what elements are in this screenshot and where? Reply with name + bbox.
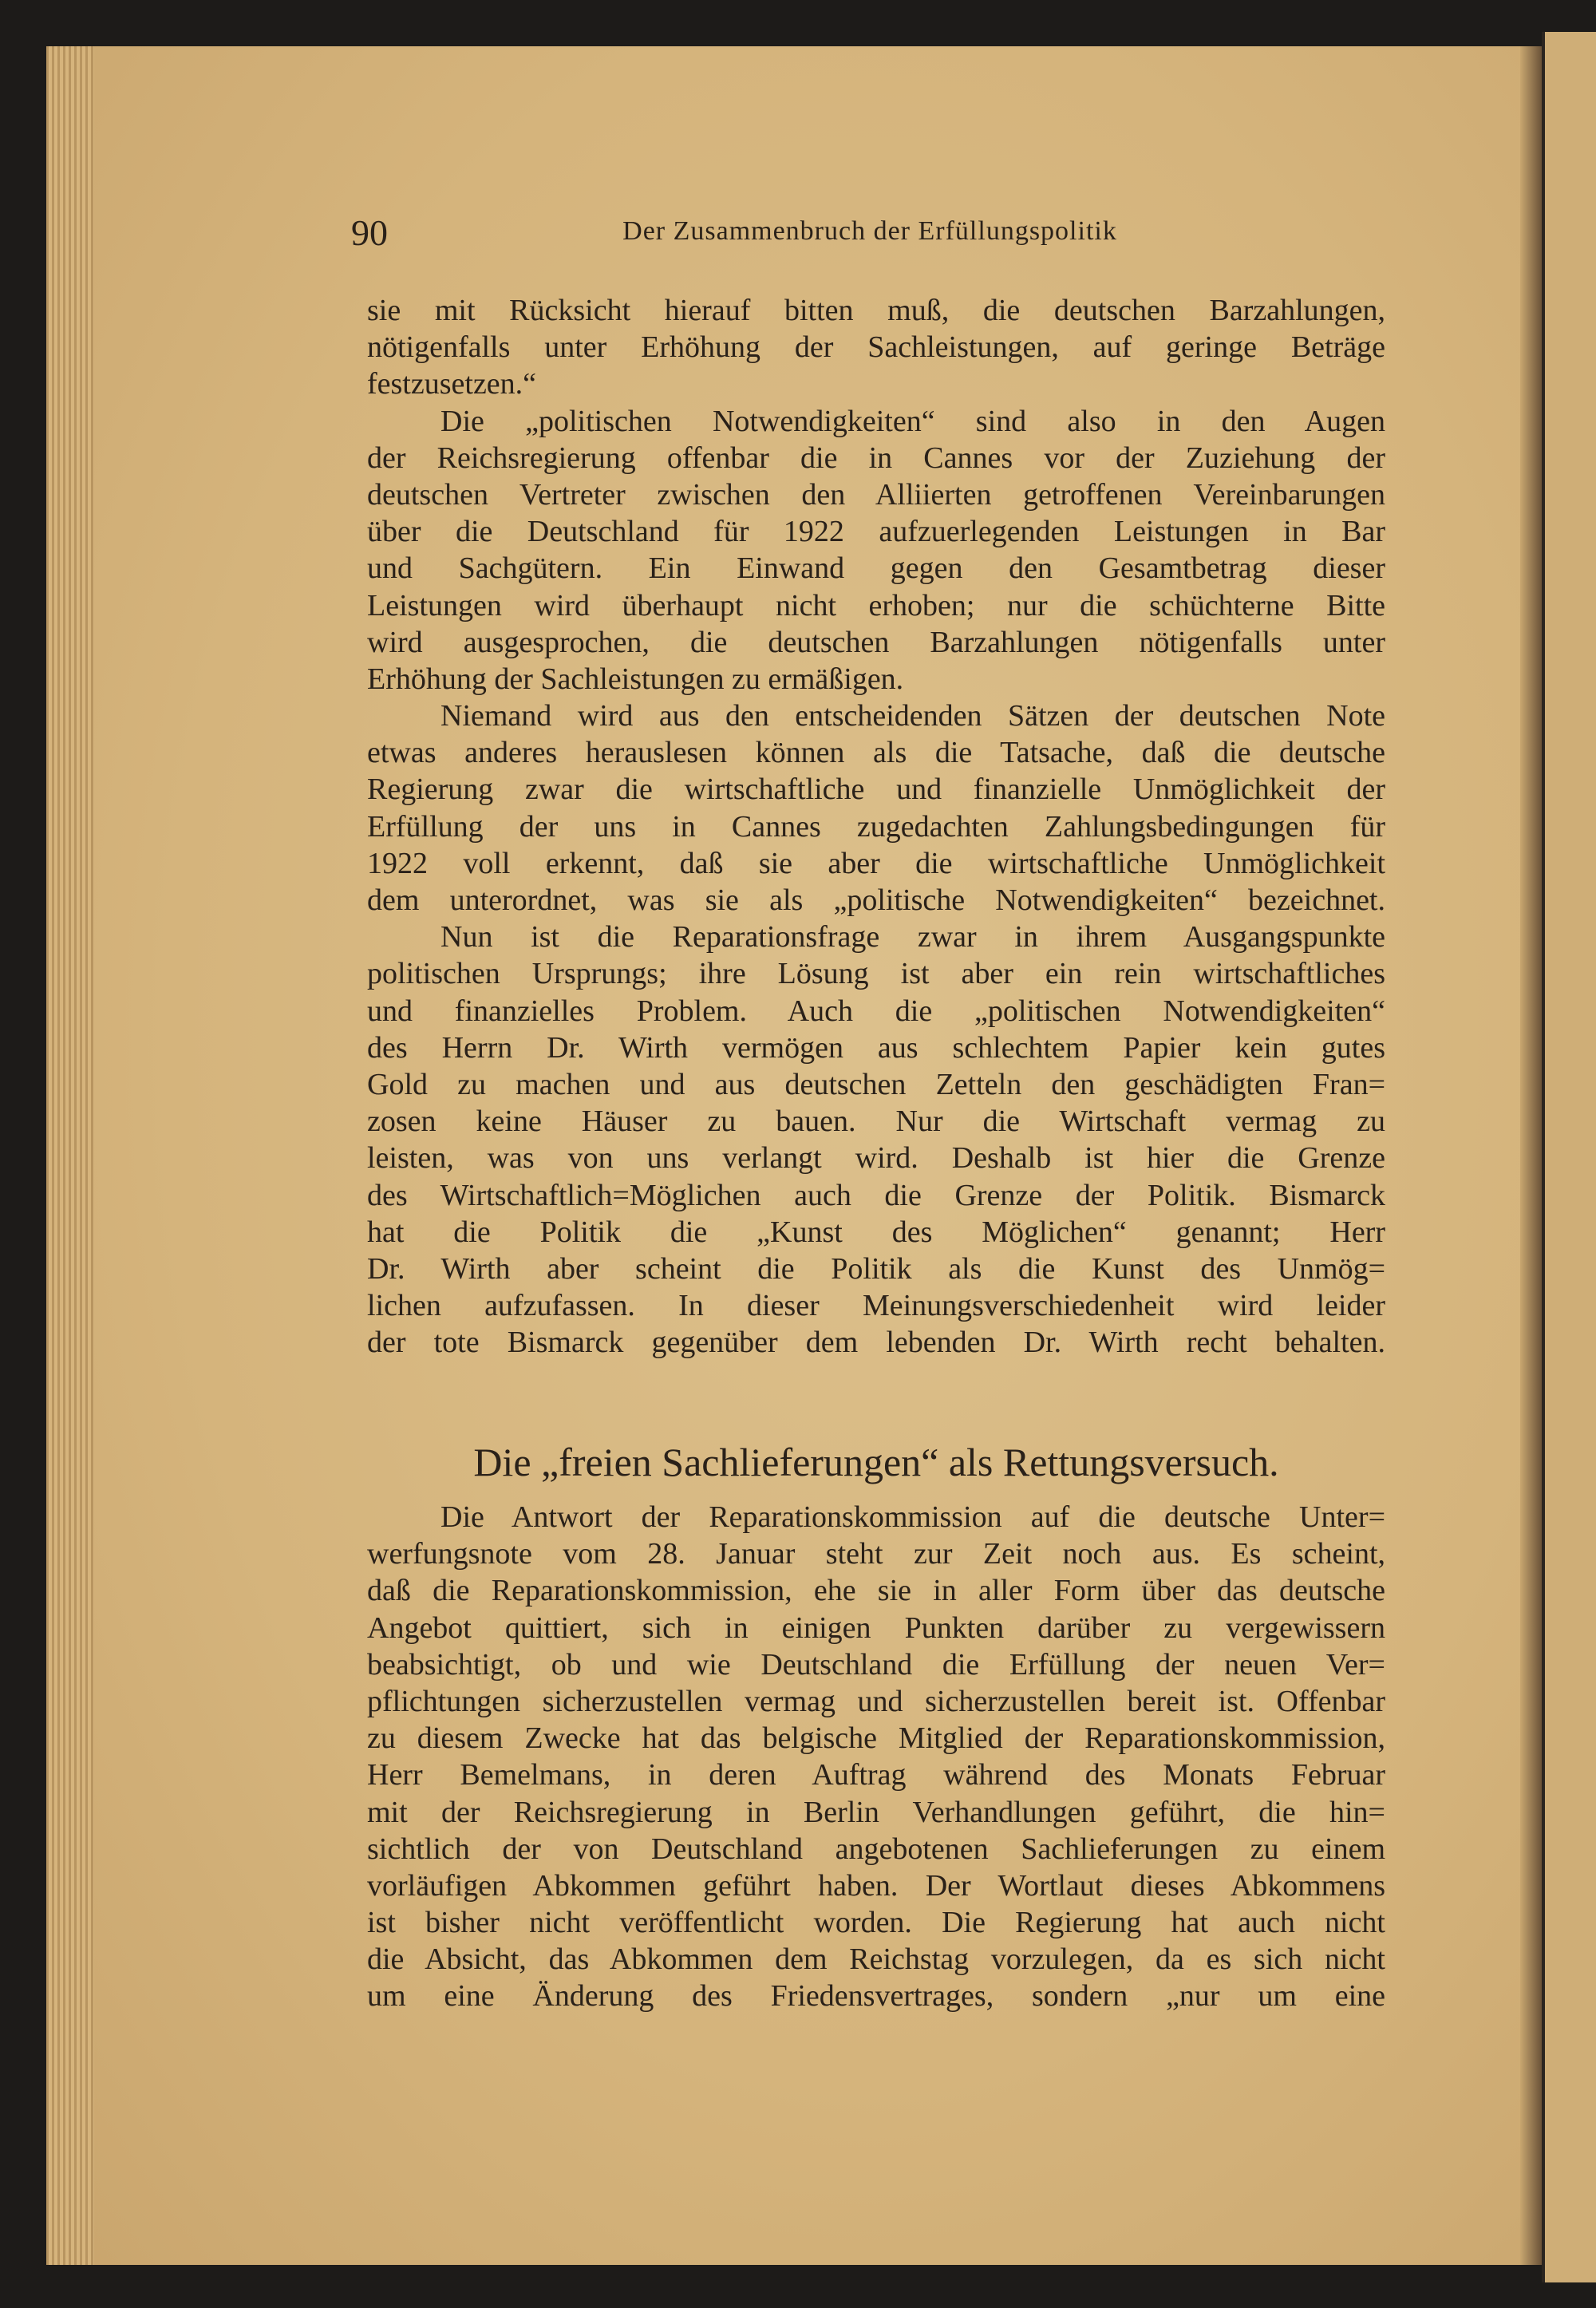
page-number: 90 bbox=[351, 212, 388, 253]
text-line: sie mit Rücksicht hierauf bitten muß, die deutschen Barzahlungen, bbox=[367, 294, 1385, 327]
text-line: zu diesem Zwecke hat das belgische Mitglied der Reparationskommission, bbox=[367, 1721, 1385, 1756]
facing-page-edge bbox=[1542, 32, 1596, 2282]
text-line: um eine Änderung des Friedensvertrages, sondern „nur um eine bbox=[367, 1979, 1385, 2014]
text-line: festzusetzen.“ bbox=[367, 367, 537, 401]
paragraph bbox=[367, 403, 1385, 698]
running-title: Der Zusammenbruch der Erfüllungspolitik bbox=[622, 216, 1117, 246]
text-line: der tote Bismarck gegenüber dem lebenden Dr. Wirth recht behalten. bbox=[367, 1326, 1385, 1360]
text-line: des Herrn Dr. Wirth vermögen aus schlechtem Papier kein gutes bbox=[367, 1030, 1385, 1065]
page-edges bbox=[46, 46, 94, 2265]
text-line: der Reichsregierung offenbar die in Cannes vor der Zuziehung der bbox=[367, 441, 1385, 475]
text-line: etwas anderes herauslesen können als die Tatsache, daß die deutsche bbox=[367, 736, 1385, 770]
text-line: Herr Bemelmans, in deren Auftrag während des Monats Februar bbox=[367, 1758, 1385, 1792]
text-line: hat die Politik die „Kunst des Möglichen“ genannt; Herr bbox=[367, 1215, 1385, 1249]
text-line: Gold zu machen und aus deutschen Zetteln den geschädigten Fran= bbox=[367, 1067, 1385, 1101]
text-line: Niemand wird aus den entscheidenden Sätzen der deutschen Note bbox=[440, 699, 1385, 733]
text-line: leisten, was von uns verlangt wird. Deshalb ist hier die Grenze bbox=[367, 1141, 1385, 1176]
text-line: Regierung zwar die wirtschaftliche und finanzielle Unmöglichkeit der bbox=[367, 773, 1385, 807]
text-line: mit der Reichsregierung in Berlin Verhandlungen geführt, die hin= bbox=[367, 1795, 1385, 1829]
text-line: pflichtungen sicherzustellen vermag und sicherzustellen bereit ist. Offenbar bbox=[367, 1684, 1385, 1718]
text-line: werfungsnote vom 28. Januar steht zur Zeit noch aus. Es scheint, bbox=[367, 1537, 1385, 1571]
text-line: des Wirtschaftlich=Möglichen auch die Grenze der Politik. Bismarck bbox=[367, 1178, 1385, 1212]
text-line: Dr. Wirth aber scheint die Politik als die Kunst des Unmög= bbox=[367, 1251, 1385, 1286]
text-line: vorläufigen Abkommen geführt haben. Der Wortlaut dieses Abkommens bbox=[367, 1868, 1385, 1903]
text-line: sichtlich der von Deutschland angebotenen Sachlieferungen zu einem bbox=[367, 1832, 1385, 1866]
text-line: Nun ist die Reparationsfrage zwar in ihrem Ausgangspunkte bbox=[440, 920, 1385, 954]
text-line: die Absicht, das Abkommen dem Reichstag vorzulegen, da es sich nicht bbox=[367, 1942, 1385, 1977]
text-line: Erfüllung der uns in Cannes zugedachten Zahlungsbedingungen für bbox=[367, 809, 1385, 844]
body-text-section-2 bbox=[367, 1499, 1385, 2015]
section-heading: Die „freien Sachlieferungen“ als Rettungsversuch. bbox=[473, 1440, 1279, 1484]
paragraph bbox=[367, 698, 1385, 919]
text-line: Leistungen wird überhaupt nicht erhoben; nur die schüchterne Bitte bbox=[367, 588, 1385, 622]
text-line: beabsichtigt, ob und wie Deutschland die Erfüllung der neuen Ver= bbox=[367, 1647, 1385, 1682]
text-line: dem unterordnet, was sie als „politische Notwendigkeiten“ bezeichnet. bbox=[367, 883, 1385, 917]
paragraph bbox=[367, 919, 1385, 1361]
book-gutter bbox=[1520, 46, 1542, 2265]
text-line: und Sachgütern. Ein Einwand gegen den Gesamtbetrag dieser bbox=[367, 551, 1385, 586]
text-line: Die Antwort der Reparationskommission auf die deutsche Unter= bbox=[440, 1500, 1385, 1534]
text-line: politischen Ursprungs; ihre Lösung ist aber ein rein wirtschaftliches bbox=[367, 957, 1385, 991]
text-line: und finanzielles Problem. Auch die „politischen Notwendigkeiten“ bbox=[367, 994, 1385, 1028]
text-line: wird ausgesprochen, die deutschen Barzahlungen nötigenfalls unter bbox=[367, 625, 1385, 659]
text-line: über die Deutschland für 1922 aufzuerlegenden Leistungen in Bar bbox=[367, 515, 1385, 549]
text-line: Angebot quittiert, sich in einigen Punkten darüber zu vergewissern bbox=[367, 1610, 1385, 1645]
body-text-section-1 bbox=[367, 292, 1385, 1361]
page-header bbox=[351, 211, 1389, 259]
text-line: daß die Reparationskommission, ehe sie in aller Form über das deutsche bbox=[367, 1574, 1385, 1608]
text-line: lichen aufzufassen. In dieser Meinungsverschiedenheit wird leider bbox=[367, 1289, 1385, 1323]
paragraph bbox=[367, 1499, 1385, 2015]
text-line: deutschen Vertreter zwischen den Alliierten getroffenen Vereinbarungen bbox=[367, 477, 1385, 512]
text-line: zosen keine Häuser zu bauen. Nur die Wirtschaft vermag zu bbox=[367, 1105, 1385, 1139]
paragraph bbox=[367, 292, 1385, 403]
text-line: ist bisher nicht veröffentlicht worden. Die Regierung hat auch nicht bbox=[367, 1906, 1385, 1940]
text-line: nötigenfalls unter Erhöhung der Sachleistungen, auf geringe Beträge bbox=[367, 330, 1385, 365]
text-line: Erhöhung der Sachleistungen zu ermäßigen. bbox=[367, 662, 904, 696]
text-line: Die „politischen Notwendigkeiten“ sind also in den Augen bbox=[440, 404, 1385, 438]
text-line: 1922 voll erkennt, daß sie aber die wirtschaftliche Unmöglichkeit bbox=[367, 846, 1385, 880]
